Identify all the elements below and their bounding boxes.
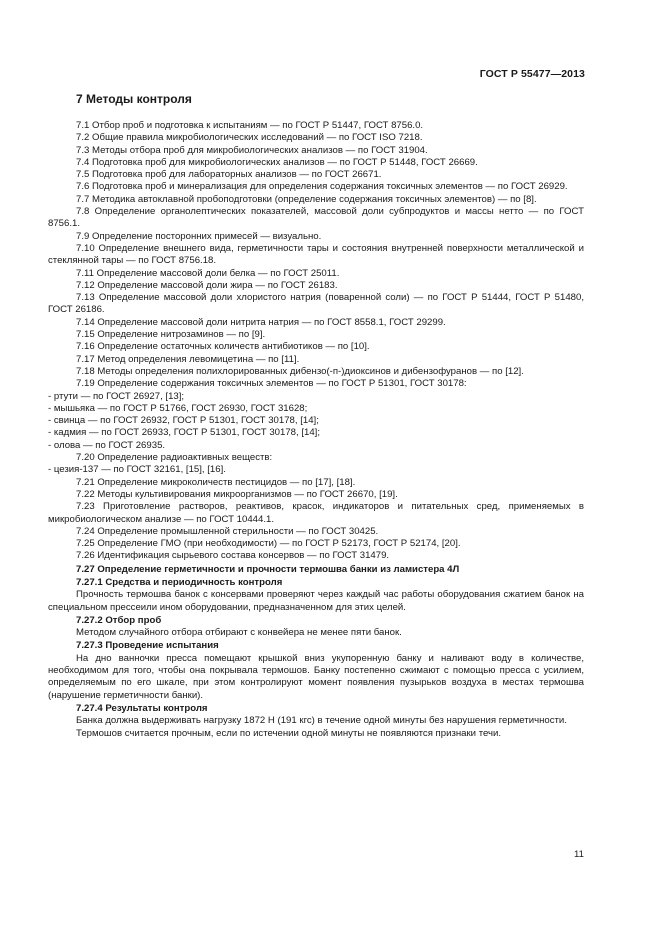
list-item: - ртути — по ГОСТ 26927, [13]; [48, 390, 185, 402]
subsection-heading: 7.27.3 Проведение испытания [76, 640, 219, 652]
list-item: 7.19 Определение содержания токсичных элементов — по ГОСТ Р 51301, ГОСТ 30178: [76, 378, 467, 390]
list-item: 7.7 Методика автоклавной пробоподготовки (определение содержания токсичных элементов) — по [8]. [76, 193, 537, 205]
list-item: 7.4 Подготовка проб для микробиологических анализов — по ГОСТ Р 51448, ГОСТ 26669. [76, 156, 478, 168]
list-item: 7.26 Идентификация сырьевого состава консервов — по ГОСТ 31479. [76, 550, 390, 562]
list-item: 7.21 Определение микроколичеств пестицидов — по [17], [18]. [76, 476, 356, 488]
list-item: - кадмия — по ГОСТ 26933, ГОСТ Р 51301, ГОСТ 30178, [14]; [48, 427, 320, 439]
list-item: 7.25 Определение ГМО (при необходимости) — по ГОСТ Р 52173, ГОСТ Р 52174, [20]. [76, 538, 461, 550]
list-item: 7.2 Общие правила микробиологических исследований — по ГОСТ ISO 7218. [76, 132, 423, 144]
list-item: 7.9 Определение посторонних примесей — визуально. [76, 230, 322, 242]
list-item: - мышьяка — по ГОСТ Р 51766, ГОСТ 26930, ГОСТ 31628; [48, 402, 308, 414]
paragraph: Прочность термошва банок с консервами проверяют через каждый час работы оборудования сжатием банок на специальном прессеили ином оборудовании, предназначенном для этих целей. [48, 589, 584, 613]
list-item: 7.17 Метод определения левомицетина — по [11]. [76, 353, 300, 365]
page-content [48, 92, 584, 740]
list-item: 7.15 Определение нитрозаминов — по [9]. [76, 329, 266, 341]
paragraph: Методом случайного отбора отбирают с конвейера не менее пяти банок. [76, 627, 402, 639]
items-list-2 [48, 477, 584, 563]
list-item: 7.14 Определение массовой доли нитрита натрия — по ГОСТ 8558.1, ГОСТ 29299. [76, 316, 446, 328]
items-list [48, 120, 584, 391]
paragraph: Термошов считается прочным, если по истечении одной минуты не появляются признаки течи. [76, 727, 502, 739]
toxic-elements-list [48, 391, 584, 452]
page-number: 11 [574, 849, 584, 860]
subsection-heading: 7.27.1 Средства и периодичность контроля [76, 576, 283, 588]
list-item: 7.22 Методы культивирования микроорганизмов — по ГОСТ 26670, [19]. [76, 488, 398, 500]
list-item: 7.12 Определение массовой доли жира — по ГОСТ 26183. [76, 279, 338, 291]
subsection-heading: 7.27.4 Результаты контроля [76, 702, 208, 714]
list-item: 7.5 Подготовка проб для лабораторных анализов — по ГОСТ 26671. [76, 169, 382, 181]
paragraph: На дно ванночки пресса помещают крышкой вниз укупоренную банку и наливают воду в количестве, необходимом для того, чтобы она покрывала термошов. Банку постепенно сжимают с помощью пресса с усилием, определяемым по его шкале, при этом контролируют момент появления пузырьков воздуха в местах термошва (нарушение герметичности банки). [48, 652, 584, 701]
list-item: - олова — по ГОСТ 26935. [48, 439, 166, 451]
list-item: 7.3 Методы отбора проб для микробиологических анализов — по ГОСТ 31904. [76, 144, 428, 156]
list-item: 7.23 Приготовление растворов, реактивов, красок, индикаторов и питательных сред, применяемых в микробиологическом анализе — по ГОСТ 10444.1. [48, 501, 584, 525]
list-item: 7.13 Определение массовой доли хлористого натрия (поваренной соли) — по ГОСТ Р 51444, ГОСТ Р 51480, ГОСТ 26186. [48, 292, 584, 316]
list-item: 7.11 Определение массовой доли белка — по ГОСТ 25011. [76, 267, 340, 279]
list-item: 7.20 Определение радиоактивных веществ: [76, 452, 273, 464]
paragraph: Банка должна выдерживать нагрузку 1872 Н (191 кгс) в течение одной минуты без нарушения герметичности. [76, 715, 567, 727]
list-item: 7.10 Определение внешнего вида, герметичности тары и состояния внутренней поверхности металлической и стеклянной тары — по ГОСТ 8756.18. [48, 242, 584, 267]
list-item: - свинца — по ГОСТ 26932, ГОСТ Р 51301, ГОСТ 30178, [14]; [48, 415, 319, 427]
list-item: 7.6 Подготовка проб и минерализация для определения содержания токсичных элементов — по ГОСТ 26929. [76, 181, 568, 193]
document-code: ГОСТ Р 55477—2013 [479, 68, 585, 80]
list-item: 7.16 Определение остаточных количеств антибиотиков — по [10]. [76, 341, 370, 353]
section-title: 7 Методы контроля [76, 92, 192, 106]
list-item: 7.8 Определение органолептических показателей, массовой доли субпродуктов и массы нетто — по ГОСТ 8756.1. [48, 206, 584, 230]
subsection-heading: 7.27.2 Отбор проб [76, 614, 162, 626]
list-item: 7.1 Отбор проб и подготовка к испытаниям — по ГОСТ Р 51447, ГОСТ 8756.0. [76, 120, 424, 131]
subsection-heading: 7.27 Определение герметичности и прочности термошва банки из ламистера 4Л [76, 563, 460, 575]
list-item: 7.24 Определение промышленной стерильности — по ГОСТ 30425. [76, 525, 379, 537]
list-item: - цезия-137 — по ГОСТ 32161, [15], [16]. [48, 464, 226, 476]
list-item: 7.18 Методы определения полихлорированных дибензо(-п-)диоксинов и дибензофуранов — по [12]. [76, 365, 524, 377]
